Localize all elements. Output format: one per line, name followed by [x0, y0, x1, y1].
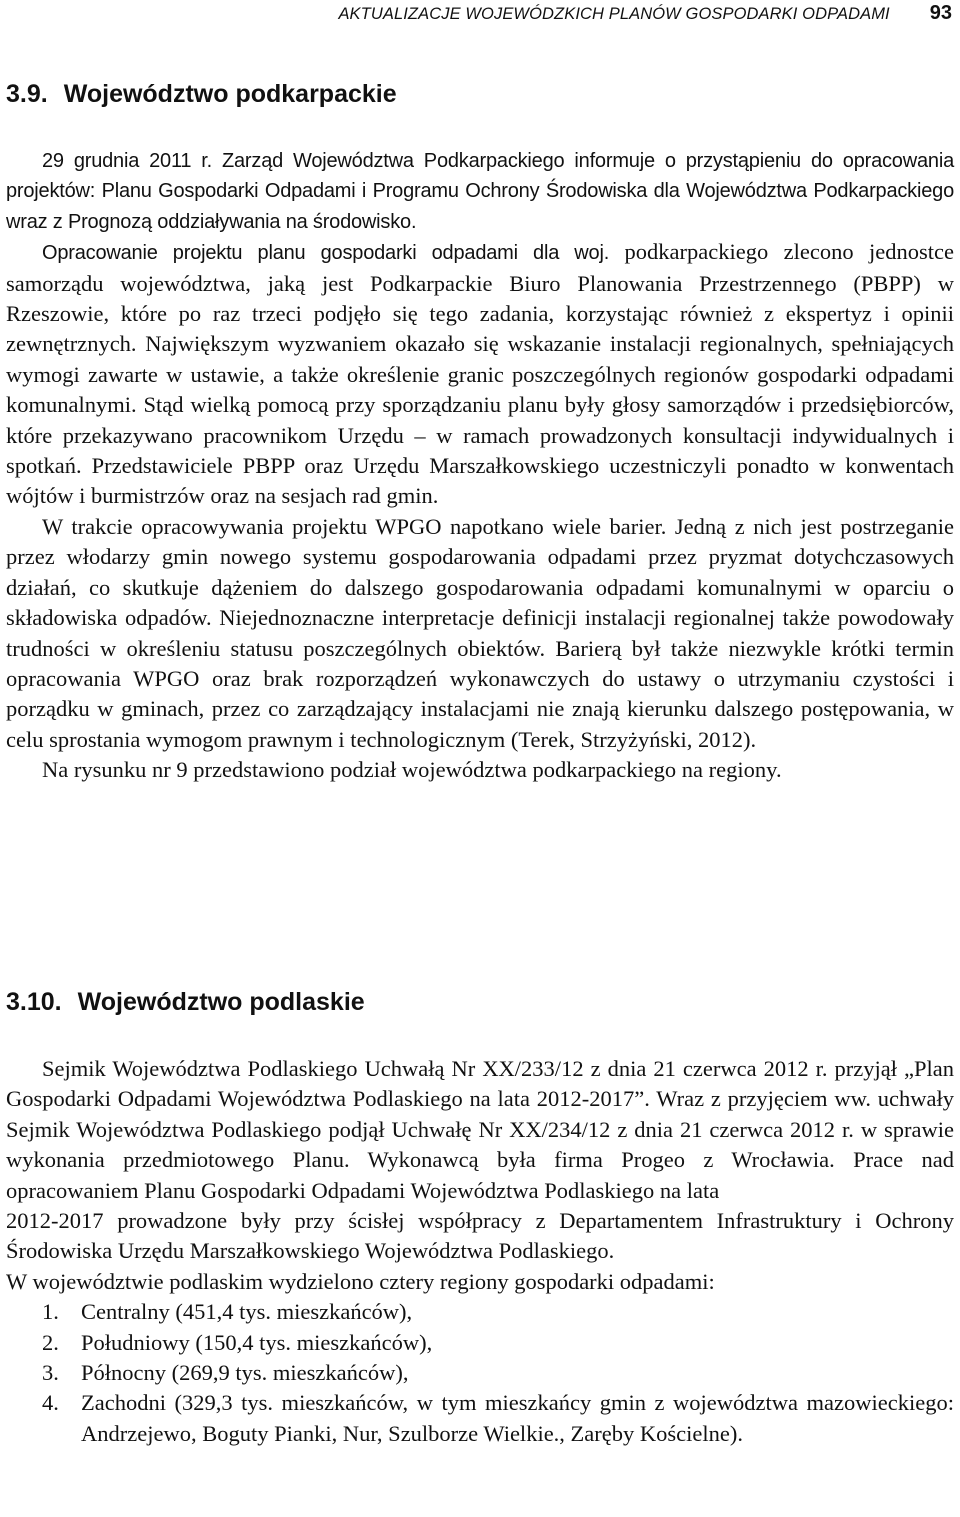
paragraph: 2012-2017 prowadzone były przy ścisłej współpracy z Departamentem Infrastruktury i Ochrony Środowiska Urzędu Marszałkowskiego Województwa Podlaskiego.	[6, 1208, 954, 1264]
section-body-podkarpackie	[6, 146, 954, 786]
paragraph: Na rysunku nr 9 przedstawiono podział województwa podkarpackiego na regiony.	[42, 757, 782, 783]
paragraph: 29 grudnia 2011 r. Zarząd Województwa Podkarpackiego informuje o przystąpieniu do opracowania projektów: Planu Gospodarki Odpadami i Programu Ochrony Środowiska dla Województwa Podkarpackiego wraz z Prognozą oddziaływania na środowisko.	[6, 150, 954, 233]
section-heading-podlaskie	[6, 988, 365, 1017]
list-text: Zachodni (329,3 tys. mieszkańców, w tym mieszkańcy gmin z województwa mazowieckiego: Andrzejewo, Boguty Pianki, Nur, Szulborze Wielkie., Zaręby Kościelne).	[81, 1390, 954, 1446]
list-item	[6, 1358, 954, 1388]
region-list	[6, 1297, 954, 1449]
section-body-podlaskie	[6, 1054, 954, 1449]
paragraph	[6, 237, 954, 512]
list-number: 3.	[42, 1360, 59, 1386]
section-number: 3.10.	[6, 988, 62, 1016]
running-header	[0, 2, 952, 25]
section-heading-podkarpackie	[6, 80, 397, 109]
paragraph: W trakcie opracowywania projektu WPGO napotkano wiele barier. Jedną z nich jest postrzeganie przez włodarzy gmin nowego systemu gospodarowania odpadami przez pryzmat dotychczasowych działań, co skutkuje dążeniem do dalszego gospodarowania odpadami komunalnymi w oparciu o składowiska odpadów. Niejednoznaczne interpretacje definicji instalacji regionalnej także powodowały trudności w określeniu statusu poszczególnych obiektów. Barierą był także niezwykle krótki termin opracowania WPGO oraz brak rozporządzeń wykonawczych do ustawy o utrzymaniu czystości i porządku w gminach, przez co zarządzający instalacjami nie znają kierunku dalszego postępowania, w celu sprostania wymogom prawnym i technologicznym (Terek, Strzyżyński, 2012).	[6, 513, 954, 752]
list-number: 4.	[42, 1390, 59, 1416]
paragraph: W województwie podlaskim wydzielono cztery regiony gospodarki odpadami:	[6, 1268, 715, 1294]
section-number: 3.9.	[6, 80, 48, 108]
section-title: Województwo podkarpackie	[63, 80, 397, 108]
list-text: Północny (269,9 tys. mieszkańców),	[81, 1360, 409, 1386]
list-text: Centralny (451,4 tys. mieszkańców),	[81, 1299, 413, 1325]
list-number: 1.	[42, 1299, 59, 1325]
running-title: AKTUALIZACJE WOJEWÓDZKICH PLANÓW GOSPODARKI ODPADAMI	[338, 5, 890, 23]
list-number: 2.	[42, 1329, 59, 1355]
section-title: Województwo podlaskie	[77, 988, 365, 1016]
paragraph-lead: Opracowanie projektu planu gospodarki odpadami dla woj.	[42, 242, 610, 265]
list-item	[6, 1297, 954, 1327]
list-item	[6, 1388, 954, 1449]
paragraph-rest: podkarpackiego zlecono jednostce samorządu województwa, jaką jest Podkarpackie Biuro Planowania Przestrzennego (PBPP) w Rzeszowie, które po raz trzeci podjęło się tego zadania, korzystając również z ekspertyz i opinii zewnętrznych. Największym wyzwaniem okazało się wskazanie instalacji regionalnych, spełniających wymogi zawarte w ustawie, a także określenie granic poszczególnych regionów gospodarki odpadami komunalnymi. Stąd wielką pomocą przy sporządzaniu planu były głosy samorządów i przedsiębiorców, które przekazywano pracownikom Urzędu – w ramach prowadzonych konsultacji indywidualnych i spotkań. Przedstawiciele PBPP oraz Urzędu Marszałkowskiego uczestniczyli ponadto w konwentach wójtów i burmistrzów oraz na sesjach rad gmin.	[6, 239, 954, 509]
page-number: 93	[929, 2, 952, 24]
list-item	[6, 1328, 954, 1358]
list-text: Południowy (150,4 tys. mieszkańców),	[81, 1329, 433, 1355]
paragraph: Sejmik Województwa Podlaskiego Uchwałą Nr XX/233/12 z dnia 21 czerwca 2012 r. przyjął „Plan Gospodarki Odpadami Województwa Podlaskiego na lata 2012-2017”. Wraz z przyjęciem ww. uchwały Sejmik Województwa Podlaskiego podjął Uchwałę Nr XX/234/12 z dnia 21 czerwca 2012 r. w sprawie wykonania przedmiotowego Planu. Wykonawcą była firma Progeo z Wrocławia. Prace nad opracowaniem Planu Gospodarki Odpadami Województwa Podlaskiego na lata	[6, 1056, 954, 1203]
